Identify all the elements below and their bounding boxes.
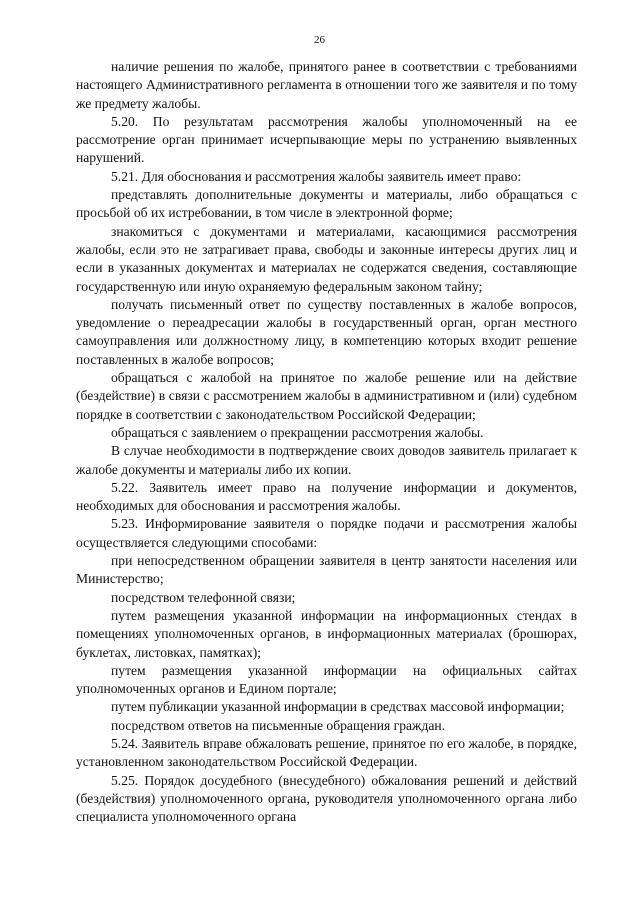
- paragraph: знакомиться с документами и материалами, касающимися рассмотрения жалобы, если это не затрагивает права, свободы и законные интересы других лиц и если в указанных документах и материалах не содержатся сведения, составляющие государственную или иную охраняемую федеральным законом тайну;: [76, 223, 577, 294]
- page-number: 26: [314, 34, 325, 46]
- paragraph: В случае необходимости в подтверждение своих доводов заявитель прилагает к жалобе документы и материалы либо их копии.: [76, 443, 577, 477]
- paragraph: путем размещения указанной информации на информационных стендах в помещениях уполномоченных органов, в информационных материалах (брошюрах, буклетах, листовках, памятках);: [76, 607, 577, 660]
- paragraph: наличие решения по жалобе, принятого ранее в соответствии с требованиями настоящего Административного регламента в отношении того же заявителя и по тому же предмету жалобы.: [76, 59, 577, 111]
- paragraph: 5.25. Порядок досудебного (внесудебного) обжалования решений и действий (бездействия) уполномоченного органа, руководителя уполномоченного органа либо специалиста уполномоченного органа: [76, 772, 577, 825]
- paragraph: путем размещения указанной информации на официальных сайтах уполномоченных органов и Едином портале;: [76, 662, 577, 697]
- paragraph: получать письменный ответ по существу поставленных в жалобе вопросов, уведомление о переадресации жалобы в государственный орган, орган местного самоуправления или должностному лицу, в компетенцию которых входит решение поставленных в жалобе вопросов;: [76, 296, 577, 367]
- paragraph: 5.21. Для обоснования и рассмотрения жалобы заявитель имеет право:: [111, 168, 522, 184]
- paragraph: посредством ответов на письменные обращения граждан.: [111, 717, 446, 733]
- document-body: [76, 58, 577, 826]
- paragraph: посредством телефонной связи;: [111, 589, 296, 605]
- paragraph: обращаться с заявлением о прекращении рассмотрения жалобы.: [111, 424, 484, 440]
- paragraph: обращаться с жалобой на принятое по жалобе решение или на действие (бездействие) в связи с рассмотрением жалобы в административном и (или) судебном порядке в соответствии с законодательством Российской Федерации;: [76, 370, 577, 422]
- paragraph: 5.23. Информирование заявителя о порядке подачи и рассмотрения жалобы осуществляется следующими способами:: [76, 516, 577, 550]
- paragraph: 5.20. По результатам рассмотрения жалобы уполномоченный на ее рассмотрение орган принимает исчерпывающие меры по устранению выявленных нарушений.: [76, 113, 577, 166]
- paragraph: путем публикации указанной информации в средствах массовой информации;: [111, 699, 565, 715]
- paragraph: 5.24. Заявитель вправе обжаловать решение, принятое по его жалобе, в порядке, установленном законодательством Российской Федерации.: [76, 735, 577, 770]
- paragraph: при непосредственном обращении заявителя в центр занятости населения или Министерство;: [76, 553, 577, 587]
- paragraph: 5.22. Заявитель имеет право на получение информации и документов, необходимых для обоснования и рассмотрения жалобы.: [76, 479, 577, 514]
- paragraph: представлять дополнительные документы и материалы, либо обращаться с просьбой об их истребовании, в том числе в электронной форме;: [76, 187, 577, 221]
